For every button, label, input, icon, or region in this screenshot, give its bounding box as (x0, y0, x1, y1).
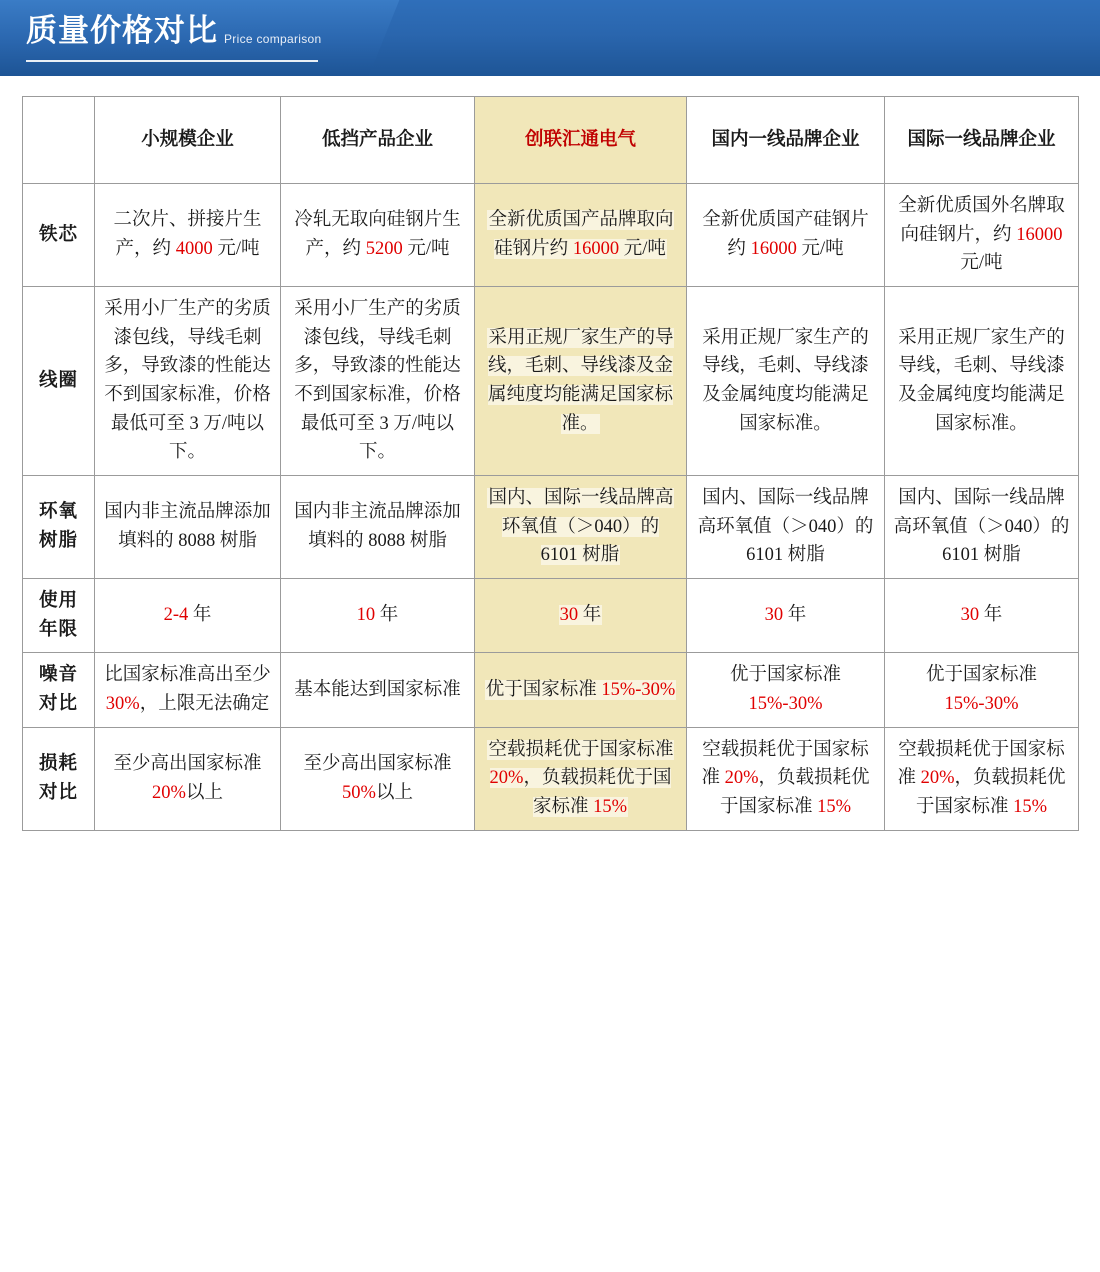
table-header-row (23, 97, 1079, 184)
table-row (23, 184, 1079, 287)
table-cell: 全新优质国产硅钢片约 16000 元/吨 (687, 184, 885, 287)
table-row (23, 476, 1079, 579)
banner-underline (26, 60, 318, 62)
table-row (23, 727, 1079, 830)
table-cell: 空载损耗优于国家标准 20%，负载损耗优于国家标准 15% (885, 727, 1079, 830)
table-cell: 优于国家标准 15%-30% (475, 653, 687, 727)
row-header: 使用年限 (23, 579, 95, 653)
table-cell: 采用正规厂家生产的导线，毛刺、导线漆及金属纯度均能满足国家标准。 (885, 287, 1079, 476)
table-cell: 国内非主流品牌添加填料的 8088 树脂 (281, 476, 475, 579)
page-banner (0, 0, 1100, 76)
table-cell: 全新优质国产品牌取向硅钢片约 16000 元/吨 (475, 184, 687, 287)
table-cell: 空载损耗优于国家标准 20%，负载损耗优于国家标准 15% (687, 727, 885, 830)
table-cell: 冷轧无取向硅钢片生产，约 5200 元/吨 (281, 184, 475, 287)
table-cell: 采用正规厂家生产的导线，毛刺、导线漆及金属纯度均能满足国家标准。 (687, 287, 885, 476)
page-subtitle: Price comparison (224, 32, 322, 46)
table-cell: 全新优质国外名牌取向硅钢片，约 16000 元/吨 (885, 184, 1079, 287)
table-cell: 30 年 (687, 579, 885, 653)
row-header: 铁芯 (23, 184, 95, 287)
table-corner-cell (23, 97, 95, 184)
row-header: 噪音对比 (23, 653, 95, 727)
table-row (23, 287, 1079, 476)
column-header-1: 低挡产品企业 (281, 97, 475, 184)
table-cell: 30 年 (475, 579, 687, 653)
table-cell: 二次片、拼接片生产，约 4000 元/吨 (95, 184, 281, 287)
table-body (23, 184, 1079, 831)
table-row (23, 653, 1079, 727)
table-cell: 基本能达到国家标准 (281, 653, 475, 727)
comparison-table (22, 96, 1079, 831)
table-cell: 30 年 (885, 579, 1079, 653)
column-header-0: 小规模企业 (95, 97, 281, 184)
table-cell: 10 年 (281, 579, 475, 653)
table-cell: 采用小厂生产的劣质漆包线，导线毛刺多，导致漆的性能达不到国家标准，价格最低可至 3 万/吨以下。 (95, 287, 281, 476)
table-cell: 国内、国际一线品牌高环氧值（＞040）的 6101 树脂 (885, 476, 1079, 579)
page-title: 质量价格对比 (26, 13, 218, 49)
table-cell: 优于国家标准 15%-30% (885, 653, 1079, 727)
row-header: 环氧树脂 (23, 476, 95, 579)
table-cell: 至少高出国家标准 20%以上 (95, 727, 281, 830)
table-cell: 采用小厂生产的劣质漆包线，导线毛刺多，导致漆的性能达不到国家标准，价格最低可至 3 万/吨以下。 (281, 287, 475, 476)
column-header-2: 创联汇通电气 (475, 97, 687, 184)
table-cell: 国内非主流品牌添加填料的 8088 树脂 (95, 476, 281, 579)
table-cell: 2-4 年 (95, 579, 281, 653)
table-cell: 空载损耗优于国家标准 20%，负载损耗优于国家标准 15% (475, 727, 687, 830)
row-header: 损耗对比 (23, 727, 95, 830)
row-header: 线圈 (23, 287, 95, 476)
table-cell: 至少高出国家标准 50%以上 (281, 727, 475, 830)
column-header-4: 国际一线品牌企业 (885, 97, 1079, 184)
table-cell: 国内、国际一线品牌高环氧值（＞040）的 6101 树脂 (687, 476, 885, 579)
table-cell: 比国家标准高出至少 30%，上限无法确定 (95, 653, 281, 727)
comparison-table-wrapper (0, 76, 1100, 831)
column-header-3: 国内一线品牌企业 (687, 97, 885, 184)
table-cell: 采用正规厂家生产的导线，毛刺、导线漆及金属纯度均能满足国家标准。 (475, 287, 687, 476)
table-cell: 国内、国际一线品牌高环氧值（＞040）的 6101 树脂 (475, 476, 687, 579)
table-cell: 优于国家标准 15%-30% (687, 653, 885, 727)
banner-title-group (26, 13, 322, 49)
table-row (23, 579, 1079, 653)
